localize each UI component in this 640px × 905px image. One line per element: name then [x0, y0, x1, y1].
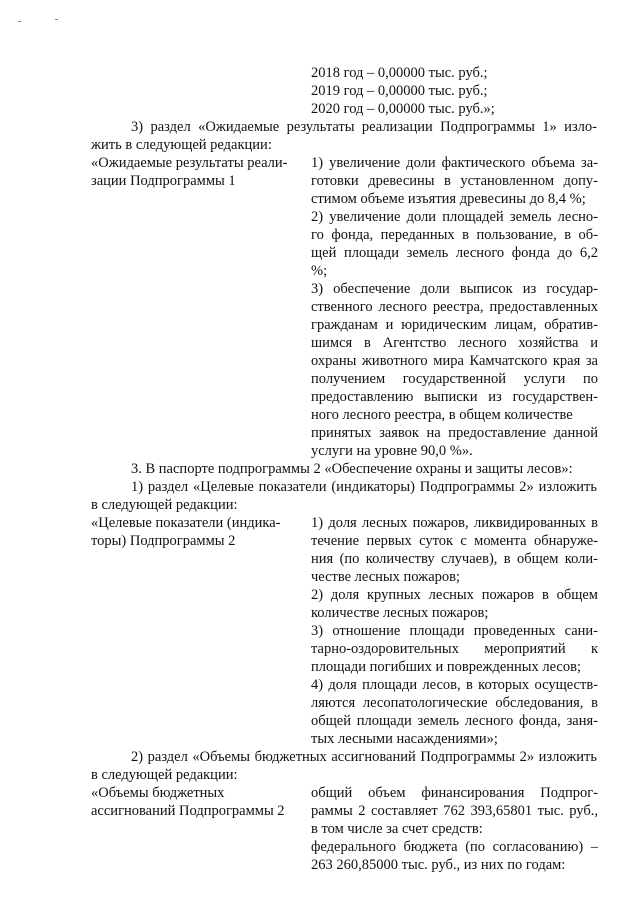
- expected-results-line: охраны животного мира Камчатского края за: [311, 353, 598, 369]
- target-indicators-line: 1) доля лесных пожаров, ликвидированных в: [311, 515, 598, 531]
- expected-results-line: щей площади земель лесного фонда до 6,2: [311, 245, 598, 261]
- expected-results-line: ного лесного реестра, в общем количестве: [311, 407, 573, 423]
- expected-results-line: 2) увеличение доли площадей земель лесно-: [311, 209, 598, 225]
- year-line-2019: 2019 год – 0,00000 тыс. руб.;: [311, 83, 488, 99]
- target-indicators-line: тых лесными насаждениями»;: [311, 731, 498, 747]
- target-indicators-line: тарно-оздоровительных мероприятий к: [311, 641, 598, 657]
- budget-label-line-1: «Объемы бюджетных: [91, 785, 225, 801]
- budget-line: общий объем финансирования Подпрог-: [311, 785, 598, 801]
- expected-results-label-line-2: зации Подпрограммы 1: [91, 173, 236, 189]
- target-indicators-line: 4) доля площади лесов, в которых осуществ-: [311, 677, 598, 693]
- expected-results-line: стимом объеме изъятия древесины до 8,4 %;: [311, 191, 586, 207]
- target-indicators-line: площади погибших и поврежденных лесов;: [311, 659, 581, 675]
- expected-results-line: готовки древесины в установленном допу-: [311, 173, 598, 189]
- expected-results-line: ственного лесного реестра, предоставленных: [311, 299, 598, 315]
- expected-results-line: 1) увеличение доли фактического объема за-: [311, 155, 598, 171]
- item-3-heading-line-1: 3) раздел «Ожидаемые результаты реализации Подпрограммы 1» изло-: [131, 119, 597, 135]
- item-s3-2-heading-line-1: 2) раздел «Объемы бюджетных ассигнований Подпрограммы 2» изложить: [131, 749, 597, 765]
- scan-speck: [55, 19, 58, 20]
- expected-results-line: го фонда, переданных в пользование, в об-: [311, 227, 598, 243]
- budget-line: федерального бюджета (по согласованию) –: [311, 839, 598, 855]
- target-indicators-line: 2) доля крупных лесных пожаров в общем: [311, 587, 598, 603]
- budget-line: раммы 2 составляет 762 393,65801 тыс. руб.,: [311, 803, 598, 819]
- item-s3-1-heading-line-2: в следующей редакции:: [91, 497, 238, 513]
- expected-results-label-line-1: «Ожидаемые результаты реали-: [91, 155, 288, 171]
- target-indicators-line: течение первых суток с момента обнаруже-: [311, 533, 598, 549]
- target-indicators-label-line-1: «Целевые показатели (индика-: [91, 515, 281, 531]
- expected-results-line: 3) обеспечение доли выписок из государ-: [311, 281, 598, 297]
- expected-results-line: принятых заявок на предоставление данной: [311, 425, 598, 441]
- target-indicators-line: общей площади земель лесного фонда, заня-: [311, 713, 598, 729]
- budget-line: в том числе за счет средств:: [311, 821, 483, 837]
- budget-label-line-2: ассигнований Подпрограммы 2: [91, 803, 285, 819]
- expected-results-line: %;: [311, 263, 328, 279]
- expected-results-line: получением государственной услуги по: [311, 371, 598, 387]
- scan-speck: [18, 21, 21, 22]
- target-indicators-line: честве лесных пожаров;: [311, 569, 461, 585]
- expected-results-line: шимся в Агентство лесного хозяйства и: [311, 335, 598, 351]
- year-line-2020: 2020 год – 0,00000 тыс. руб.»;: [311, 101, 495, 117]
- expected-results-line: гражданам и юридическим лицам, обратив-: [311, 317, 598, 333]
- section-3-title: 3. В паспорте подпрограммы 2 «Обеспечение охраны и защиты лесов»:: [131, 461, 573, 477]
- expected-results-line: предоставлению выписки из государствен-: [311, 389, 598, 405]
- budget-line: 263 260,85000 тыс. руб., из них по годам:: [311, 857, 566, 873]
- year-line-2018: 2018 год – 0,00000 тыс. руб.;: [311, 65, 488, 81]
- item-s3-2-heading-line-2: в следующей редакции:: [91, 767, 238, 783]
- target-indicators-line: ния (по количеству случаев), в общем коли-: [311, 551, 598, 567]
- item-s3-1-heading-line-1: 1) раздел «Целевые показатели (индикаторы) Подпрограммы 2» изложить: [131, 479, 597, 495]
- target-indicators-line: ляются лесопатологические обследования, в: [311, 695, 598, 711]
- item-3-heading-line-2: жить в следующей редакции:: [91, 137, 272, 153]
- target-indicators-line: количестве лесных пожаров;: [311, 605, 489, 621]
- target-indicators-label-line-2: торы) Подпрограммы 2: [91, 533, 236, 549]
- expected-results-line: услуги на уровне 90,0 %».: [311, 443, 473, 459]
- target-indicators-line: 3) отношение площади проведенных сани-: [311, 623, 598, 639]
